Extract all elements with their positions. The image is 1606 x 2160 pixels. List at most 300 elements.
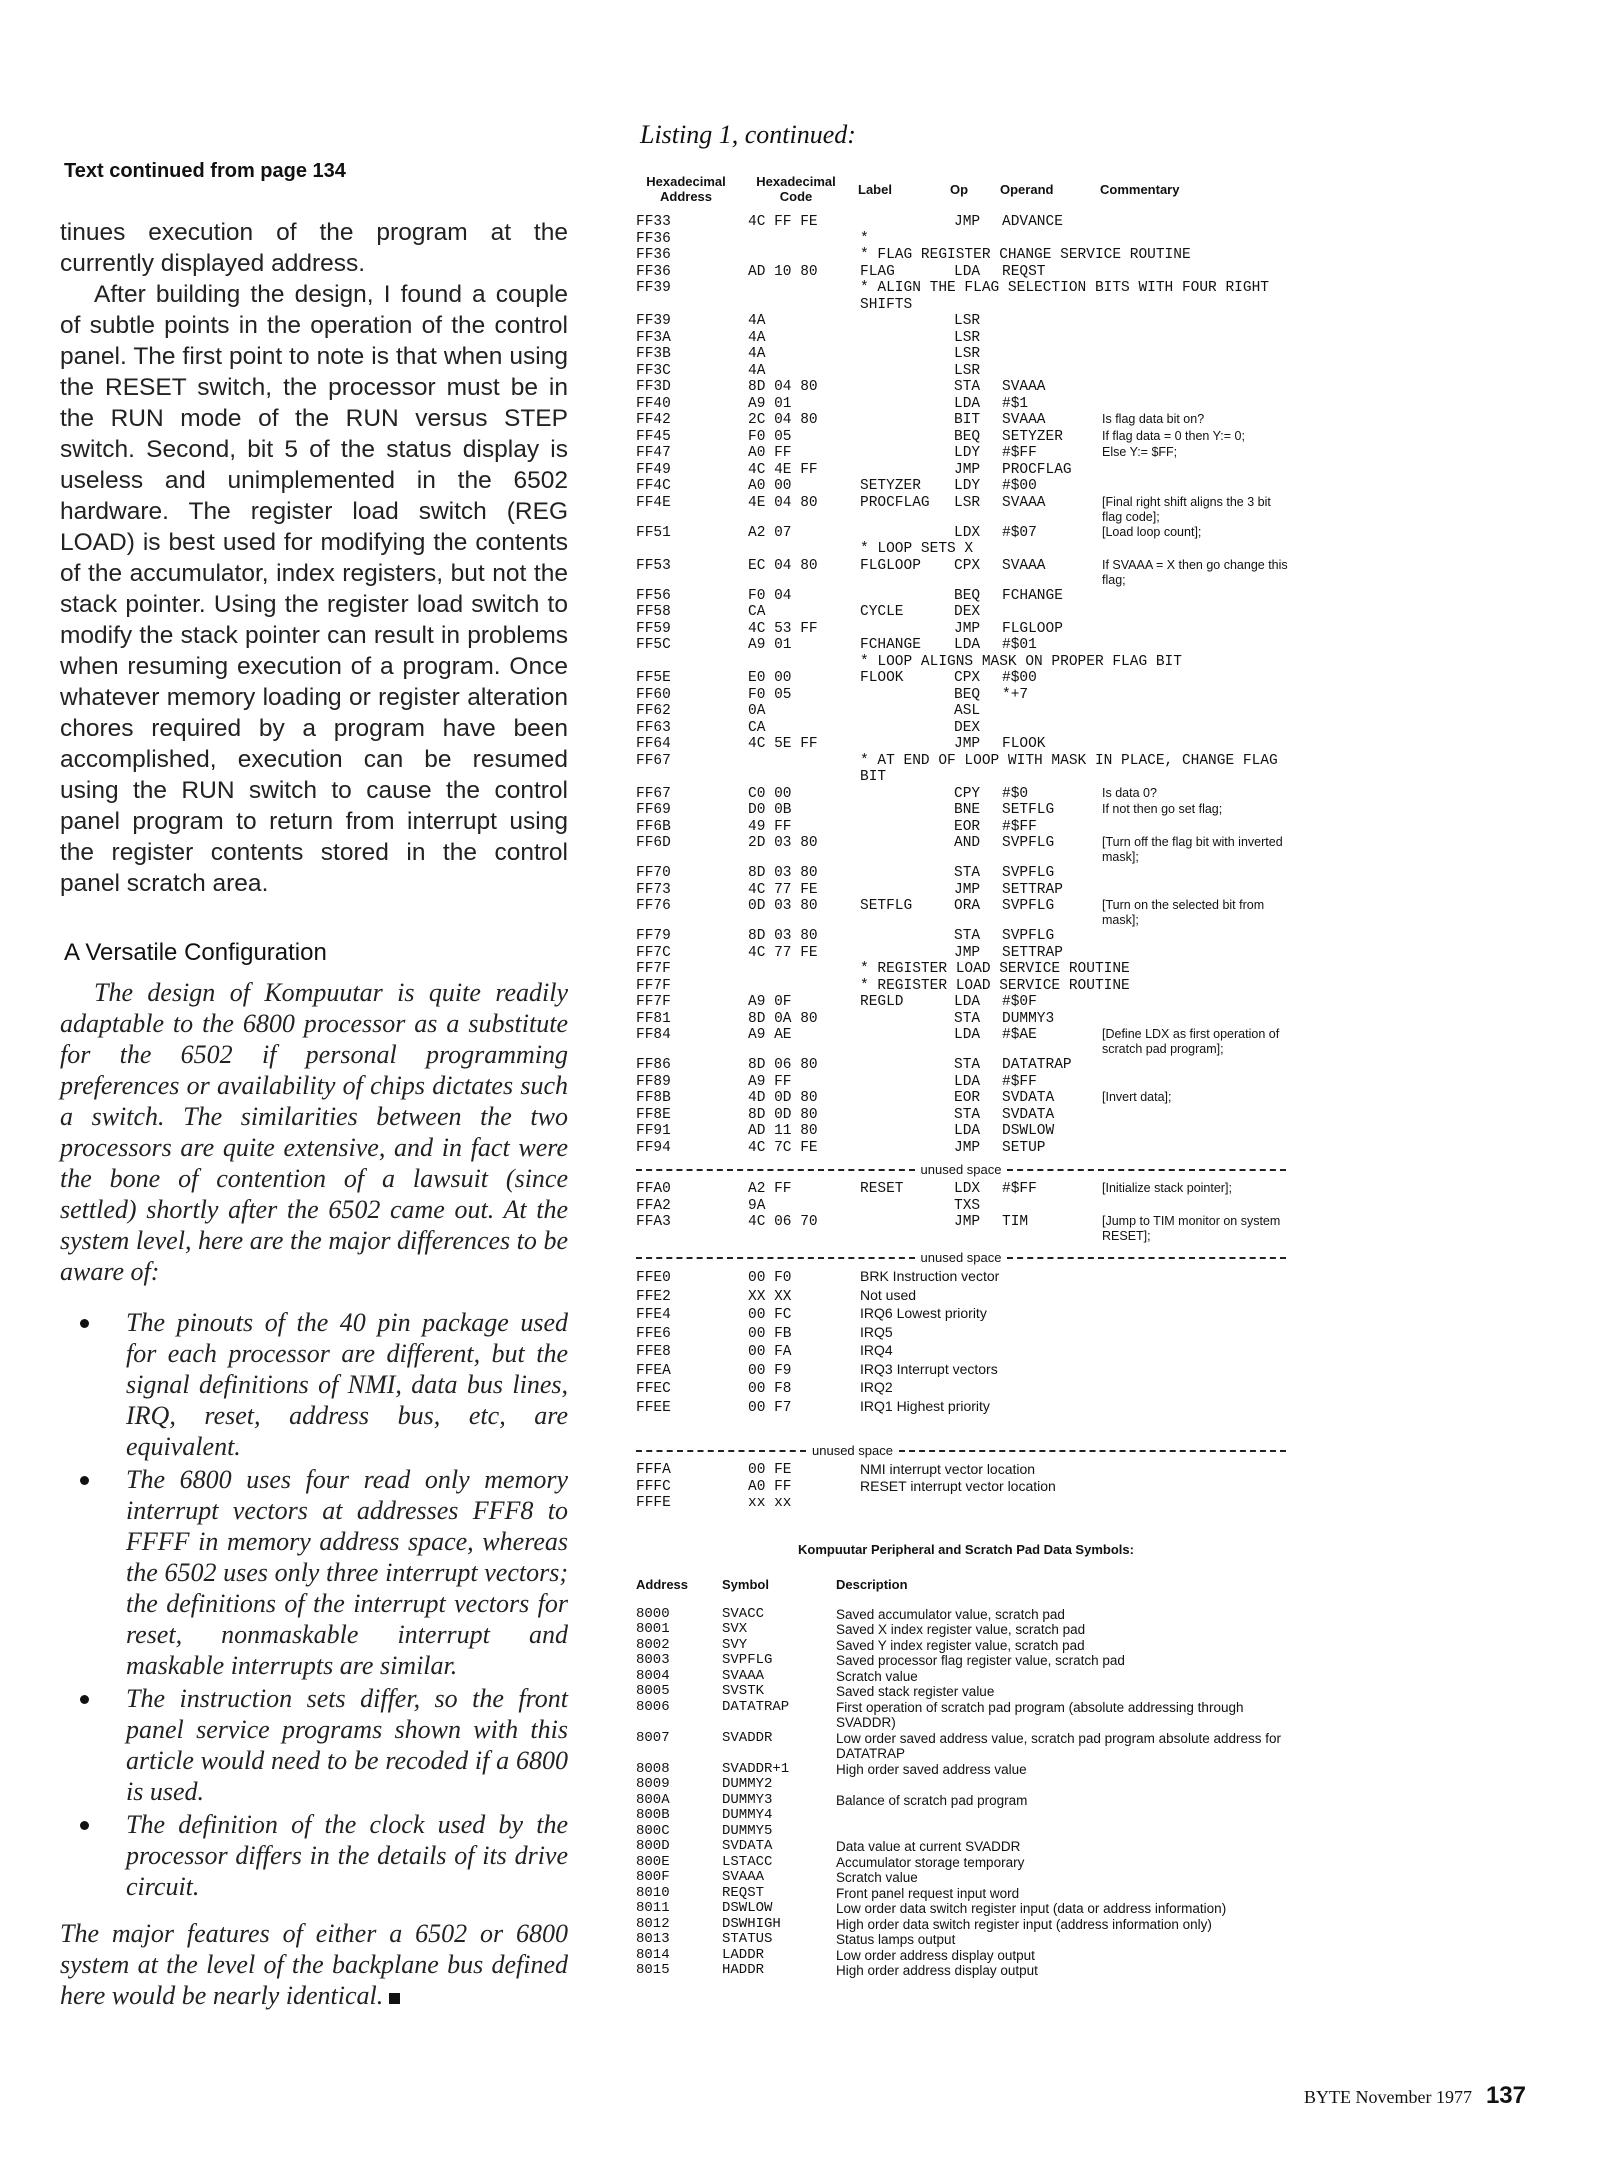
symbol-name: DUMMY3 [722,1791,773,1808]
label [860,525,954,542]
hex-code: 4C 06 70 [748,1214,818,1230]
symbol-name: DSWLOW [722,1900,773,1916]
label [860,1057,954,1074]
table-row [636,1495,1260,1512]
hex-code: 0D 03 80 [748,898,818,914]
operand: FLGLOOP [1002,620,1063,637]
opcode: STA [954,379,981,395]
opcode: STA [954,865,981,881]
hex-address: FF47 [636,445,671,461]
table-row [636,214,1292,231]
hex-address: FFEA [636,1362,671,1379]
hex-address: FF42 [636,412,671,428]
table-row [636,720,1292,737]
symbol-address: 8011 [636,1900,670,1916]
vector-description: IRQ2 [860,1379,893,1395]
symbol-address: 800F [636,1869,670,1885]
opcode: LDA [954,263,981,280]
symbol-address: 8013 [636,1931,670,1947]
hex-code: D0 0B [748,802,792,818]
table-row [636,313,1292,330]
table-row [636,1653,1296,1669]
opcode: BNE [954,802,981,818]
differences-list [60,1307,568,1902]
table-row [636,346,1292,363]
opcode: JMP [954,620,981,637]
hex-code: E0 00 [748,670,792,686]
opcode: JMP [954,461,981,478]
commentary: Is data 0? [1102,785,1157,800]
body-paragraph: After building the design, I found a couple of subtle points in the operation of the control panel. The first point to note is that when using the RESET switch, the processor must be in the RUN mode of the RUN versus STEP switch. Second, bit 5 of the status display is useless and unimplemented in the 6502 hardware. The register load switch (REG LOAD) is best used for modifying the contents of the accumulator, index registers, but not the stack pointer. Using the register load switch to modify the stack pointer can result in problems when resuming execution of a program. Once whatever memory loading or register alteration chores required by a program have been accomplished, execution can be resumed using the RUN switch to cause the control panel program to return from interrupt using the register contents stored in the control panel scratch area. [60,281,568,897]
table-row [636,412,1292,429]
header-hex-code: Hexadecimal Code [756,174,836,204]
operand: FLOOK [1002,736,1046,752]
operand: DATATRAP [1002,1057,1072,1073]
table-row [636,1090,1292,1107]
hex-address: FFA2 [636,1197,671,1214]
commentary [1102,637,1292,654]
symbol-description: High order data switch register input (address information only) [836,1916,1212,1932]
hex-code: A0 FF [748,1478,792,1495]
symbol-description: Data value at current SVADDR [836,1839,1021,1854]
opcode: LDX [954,524,981,541]
vector-description: BRK Instruction vector [860,1268,1000,1284]
opcode: AND [954,835,981,851]
comment-line: * LOOP ALIGNS MASK ON PROPER FLAG BIT [860,653,1182,670]
label [860,1123,954,1140]
vector-description: IRQ6 Lowest priority [860,1305,987,1321]
hex-code: AD 11 80 [748,1123,818,1139]
operand: #$0 [1002,785,1029,802]
table-row [636,1793,1296,1809]
commentary: [Final right shift aligns the 3 bit flag code]; [1102,494,1271,524]
symbol-name: SVY [722,1636,748,1653]
commentary [1102,313,1292,330]
symbol-address: 800A [636,1791,670,1808]
hex-code: A9 01 [748,395,792,412]
table-row [636,1306,1260,1325]
table-row [636,525,1292,542]
hex-code: 8D 0D 80 [748,1106,818,1123]
table-row [636,819,1292,836]
hex-code: A9 FF [748,1073,792,1090]
commentary [1102,363,1292,380]
label [860,736,954,753]
opcode: LDA [954,395,981,412]
opcode: DEX [954,719,981,736]
commentary [1102,736,1292,753]
opcode: LSR [954,362,981,379]
opcode: BEQ [954,587,981,604]
hex-code: 4C 77 FE [748,881,818,898]
header-description: Description [836,1576,908,1592]
commentary [1102,687,1292,704]
list-item: The pinouts of the 40 pin package used for each processor are different, but the signal definitions of NMI, data bus lines, IRQ, reset, address bus, etc, are equivalent. [60,1307,568,1462]
hex-address: FFE6 [636,1325,671,1342]
symbol-name: SVPFLG [722,1652,773,1668]
hex-code: A0 FF [748,445,792,461]
hex-code: CA [748,719,766,736]
opcode: LDX [954,1181,981,1197]
listing-header [636,174,1296,214]
operand: #$FF [1002,445,1037,461]
operand [1002,703,1102,720]
label: REGLD [860,994,904,1010]
hex-code: F0 05 [748,686,792,703]
hex-address: FF60 [636,686,671,703]
table-row [636,1123,1292,1140]
listing-title: Listing 1, continued: [640,120,856,149]
hex-address: FFE2 [636,1288,671,1305]
operand: SVAAA [1002,557,1046,574]
operand [1002,313,1102,330]
operand: *+7 [1002,686,1029,703]
hex-address: FF5C [636,637,671,653]
table-row [636,1140,1292,1157]
hex-code: 8D 0A 80 [748,1010,818,1027]
hex-code: 0A [748,703,766,719]
operand [1002,1198,1102,1215]
hex-code: xx xx [748,1495,792,1511]
hex-code: 9A [748,1197,766,1214]
hex-address: FF39 [636,313,671,329]
commentary [1102,1057,1292,1074]
continued-note: Text continued from page 134 [64,160,346,182]
label [860,379,954,396]
hex-code: 4C 53 FF [748,620,818,637]
table-row [636,1074,1292,1091]
header-op: Op [950,182,969,197]
symbol-name: DSWHIGH [722,1915,781,1932]
table-row [636,1917,1296,1933]
opcode: TXS [954,1197,981,1214]
symbol-address: 8003 [636,1652,670,1668]
commentary: If SVAAA = X then go change this flag; [1102,557,1288,587]
hex-code [748,280,860,313]
commentary [1102,379,1292,396]
commentary [1102,1140,1292,1157]
label [860,720,954,737]
operand: #$FF [1002,1073,1037,1090]
hex-address: FF67 [636,752,671,769]
table-row [636,1027,1292,1057]
hex-address: FFE8 [636,1344,671,1360]
table-row [636,898,1292,928]
table-row [636,1808,1296,1824]
hex-address: FF79 [636,928,671,944]
hex-address: FF6B [636,818,671,835]
table-row [636,835,1292,865]
hex-address [636,541,748,558]
hex-address: FF8E [636,1106,671,1123]
commentary [1102,945,1292,962]
table-row [636,1669,1296,1685]
hex-address: FF7F [636,994,671,1010]
symbol-name: LADDR [722,1946,765,1963]
end-mark-icon [389,1993,400,2004]
label: FLGLOOP [860,557,921,574]
table-row [636,1948,1296,1964]
hex-code: 4D 0D 80 [748,1090,818,1106]
label [860,363,954,380]
opcode: DEX [954,604,981,620]
commentary [1102,621,1292,638]
hex-code [748,247,860,264]
header-hex-address: Hexadecimal Address [646,174,726,204]
table-row [636,1963,1296,1979]
table-row [636,1839,1296,1855]
comment-line: * REGISTER LOAD SERVICE ROUTINE [860,977,1130,994]
commentary: Else Y:= $FF; [1102,445,1178,459]
symbol-description: High order address display output [836,1963,1038,1978]
table-row [636,558,1292,588]
hex-address: FF91 [636,1123,671,1139]
symbol-name: SVX [722,1621,748,1637]
opcode: JMP [954,214,981,230]
table-row [636,1107,1292,1124]
hex-code: EC 04 80 [748,557,818,574]
vector-table-2 [636,1462,1260,1512]
commentary: [Jump to TIM monitor on system RESET]; [1102,1214,1281,1243]
hex-code: 00 F0 [748,1270,792,1286]
hex-address: FF3C [636,362,671,379]
table-row [636,588,1292,605]
symbol-description [836,1808,1296,1824]
hex-address: FF76 [636,898,671,914]
hex-address: FF94 [636,1139,671,1156]
hex-code: 00 FA [748,1344,792,1360]
symbol-description: Saved accumulator value, scratch pad [836,1606,1065,1622]
commentary [1102,396,1292,413]
operand: #$FF [1002,1181,1037,1197]
hex-code: 4C 77 FE [748,944,818,961]
label [860,346,954,363]
opcode: JMP [954,881,981,898]
table-row [636,462,1292,479]
opcode: JMP [954,944,981,961]
commentary: [Turn on the selected bit from mask]; [1102,898,1265,927]
table-row [636,541,1292,558]
commentary [1102,670,1292,687]
opcode: JMP [954,736,981,752]
hex-address: FF33 [636,214,671,230]
hex-address: FF45 [636,428,671,445]
commentary [1102,346,1292,363]
hex-address: FF84 [636,1027,671,1043]
hex-address: FFE4 [636,1307,671,1323]
operand: SVAAA [1002,379,1046,395]
hex-code: 4E 04 80 [748,494,818,511]
table-row [636,1870,1296,1886]
commentary [1102,478,1292,495]
hex-address: FFFC [636,1478,671,1495]
symbol-name: SVDATA [722,1838,773,1854]
table-row [636,1622,1296,1638]
label: FLOOK [860,670,904,686]
hex-code: A0 00 [748,478,792,494]
hex-address: FF4E [636,494,671,511]
operand: DUMMY3 [1002,1010,1055,1027]
hex-code: 4C 4E FF [748,461,818,478]
opcode: EOR [954,818,981,835]
opcode: CPY [954,785,981,802]
symbol-address: 8005 [636,1683,670,1699]
hex-code: 00 FE [748,1462,792,1478]
commentary: [Turn off the flag bit with inverted mask]; [1102,835,1283,864]
comment-line: * FLAG REGISTER CHANGE SERVICE ROUTINE [860,247,1191,263]
commentary [1102,928,1292,945]
hex-address: FF7F [636,961,671,977]
operand: #$0F [1002,994,1037,1010]
hex-address: FF63 [636,719,671,736]
symbol-description: Saved Y index register value, scratch pad [836,1637,1085,1653]
header-label: Label [858,182,892,197]
symbol-address: 8007 [636,1729,670,1746]
header-symbol: Symbol [722,1576,769,1592]
hex-address: FF36 [636,230,671,247]
commentary: [Define LDX as first operation of scratch pad program]; [1102,1027,1280,1056]
operand: #$AE [1002,1027,1037,1043]
operand: SVAAA [1002,412,1046,428]
page-footer [1304,2082,1526,2110]
hex-code: 8D 04 80 [748,379,818,395]
label [860,928,954,945]
symbol-description: High order saved address value [836,1761,1027,1777]
opcode: LDA [954,994,981,1010]
symbols-header [636,1577,1296,1607]
table-row [636,1731,1296,1762]
symbol-address: 800B [636,1807,670,1823]
table-row [636,1343,1260,1362]
hex-address: FF53 [636,557,671,574]
hex-address: FF51 [636,524,671,541]
publication-name: BYTE November 1977 [1303,2087,1472,2107]
label: CYCLE [860,604,904,620]
hex-code: 00 F7 [748,1399,792,1416]
hex-code: 49 FF [748,818,792,835]
opcode: STA [954,1010,981,1027]
opcode: LDY [954,478,981,494]
table-row [636,1362,1260,1381]
label: FLAG [860,263,895,280]
opcode: LSR [954,346,981,362]
page-number: 137 [1485,2082,1526,2109]
opcode: JMP [954,1139,981,1156]
opcode: LDA [954,1073,981,1090]
opcode: BIT [954,412,981,428]
hex-address: FF3B [636,346,671,362]
bullet-icon [80,1695,89,1704]
table-row [636,994,1292,1011]
hex-address: FF4C [636,478,671,494]
operand: SVDATA [1002,1090,1055,1106]
symbol-description: First operation of scratch pad program (absolute addressing through SVADDR) [836,1699,1244,1730]
hex-address: FFA0 [636,1181,671,1197]
label [860,882,954,899]
symbol-name: DUMMY5 [722,1822,773,1839]
symbol-name: SVSTK [722,1683,765,1699]
hex-code: 2D 03 80 [748,835,818,851]
opcode: LDY [954,445,981,461]
vector-description [860,1495,1260,1512]
operand [1002,363,1102,380]
symbol-description: Balance of scratch pad program [836,1792,1028,1808]
bullet-icon [80,1821,89,1830]
opcode: BEQ [954,428,981,445]
opcode: ORA [954,898,981,914]
table-row [636,379,1292,396]
label [860,865,954,882]
hex-address: FF3A [636,329,671,346]
hex-code [748,654,860,671]
hex-code: 8D 03 80 [748,865,818,881]
hex-address: FF6D [636,835,671,851]
opcode: JMP [954,1214,981,1230]
symbol-address: 8000 [636,1605,670,1622]
closing-paragraph: The major features of either a 6502 or 6800 system at the level of the backplane bus defined here would be nearly identical. [60,1919,568,2010]
operand [1002,330,1102,347]
symbol-name: STATUS [722,1931,773,1947]
hex-address: FFEC [636,1381,671,1397]
label [860,429,954,446]
hex-code: C0 00 [748,785,792,802]
table-row [636,280,1292,313]
opcode: CPX [954,670,981,686]
commentary [1102,1123,1292,1140]
vector-description: IRQ5 [860,1323,893,1340]
opcode: LDA [954,1123,981,1139]
table-row [636,1325,1260,1344]
symbol-address: 8015 [636,1962,670,1978]
table-row [636,478,1292,495]
commentary [1102,1011,1292,1028]
table-row [636,1932,1296,1948]
symbol-address: 8001 [636,1621,670,1637]
label [860,687,954,704]
symbol-description: Low order saved address value, scratch pad program absolute address for DATATRAP [836,1730,1281,1761]
vector-description: Not used [860,1286,917,1303]
hex-code: 4A [748,362,766,379]
commentary [1102,703,1292,720]
commentary [1102,1198,1292,1215]
table-row [636,703,1292,720]
table-row [636,495,1292,525]
hex-address: FFA3 [636,1214,671,1230]
hex-address: FF40 [636,395,671,412]
header-commentary: Commentary [1100,182,1180,197]
hex-address: FFFE [636,1495,671,1511]
opcode: LSR [954,329,981,346]
label: SETFLG [860,898,913,914]
commentary [1102,214,1292,231]
hex-address: FF56 [636,587,671,604]
symbol-address: 8002 [636,1636,670,1653]
symbol-description: Front panel request input word [836,1885,1020,1901]
operand: #$00 [1002,478,1037,494]
opcode: LSR [954,494,981,511]
table-row [636,802,1292,819]
section-heading: A Versatile Configuration [64,939,327,966]
operand: SVPFLG [1002,898,1055,914]
symbol-address: 8006 [636,1698,670,1715]
operand: SETFLG [1002,802,1055,818]
symbol-description: Low order data switch register input (data or address information) [836,1901,1227,1916]
hex-code: 2C 04 80 [748,412,818,428]
header-address: Address [636,1576,689,1592]
hex-code [748,231,860,248]
hex-code: 4C FF FE [748,214,818,230]
commentary: [Load loop count]; [1102,524,1202,539]
